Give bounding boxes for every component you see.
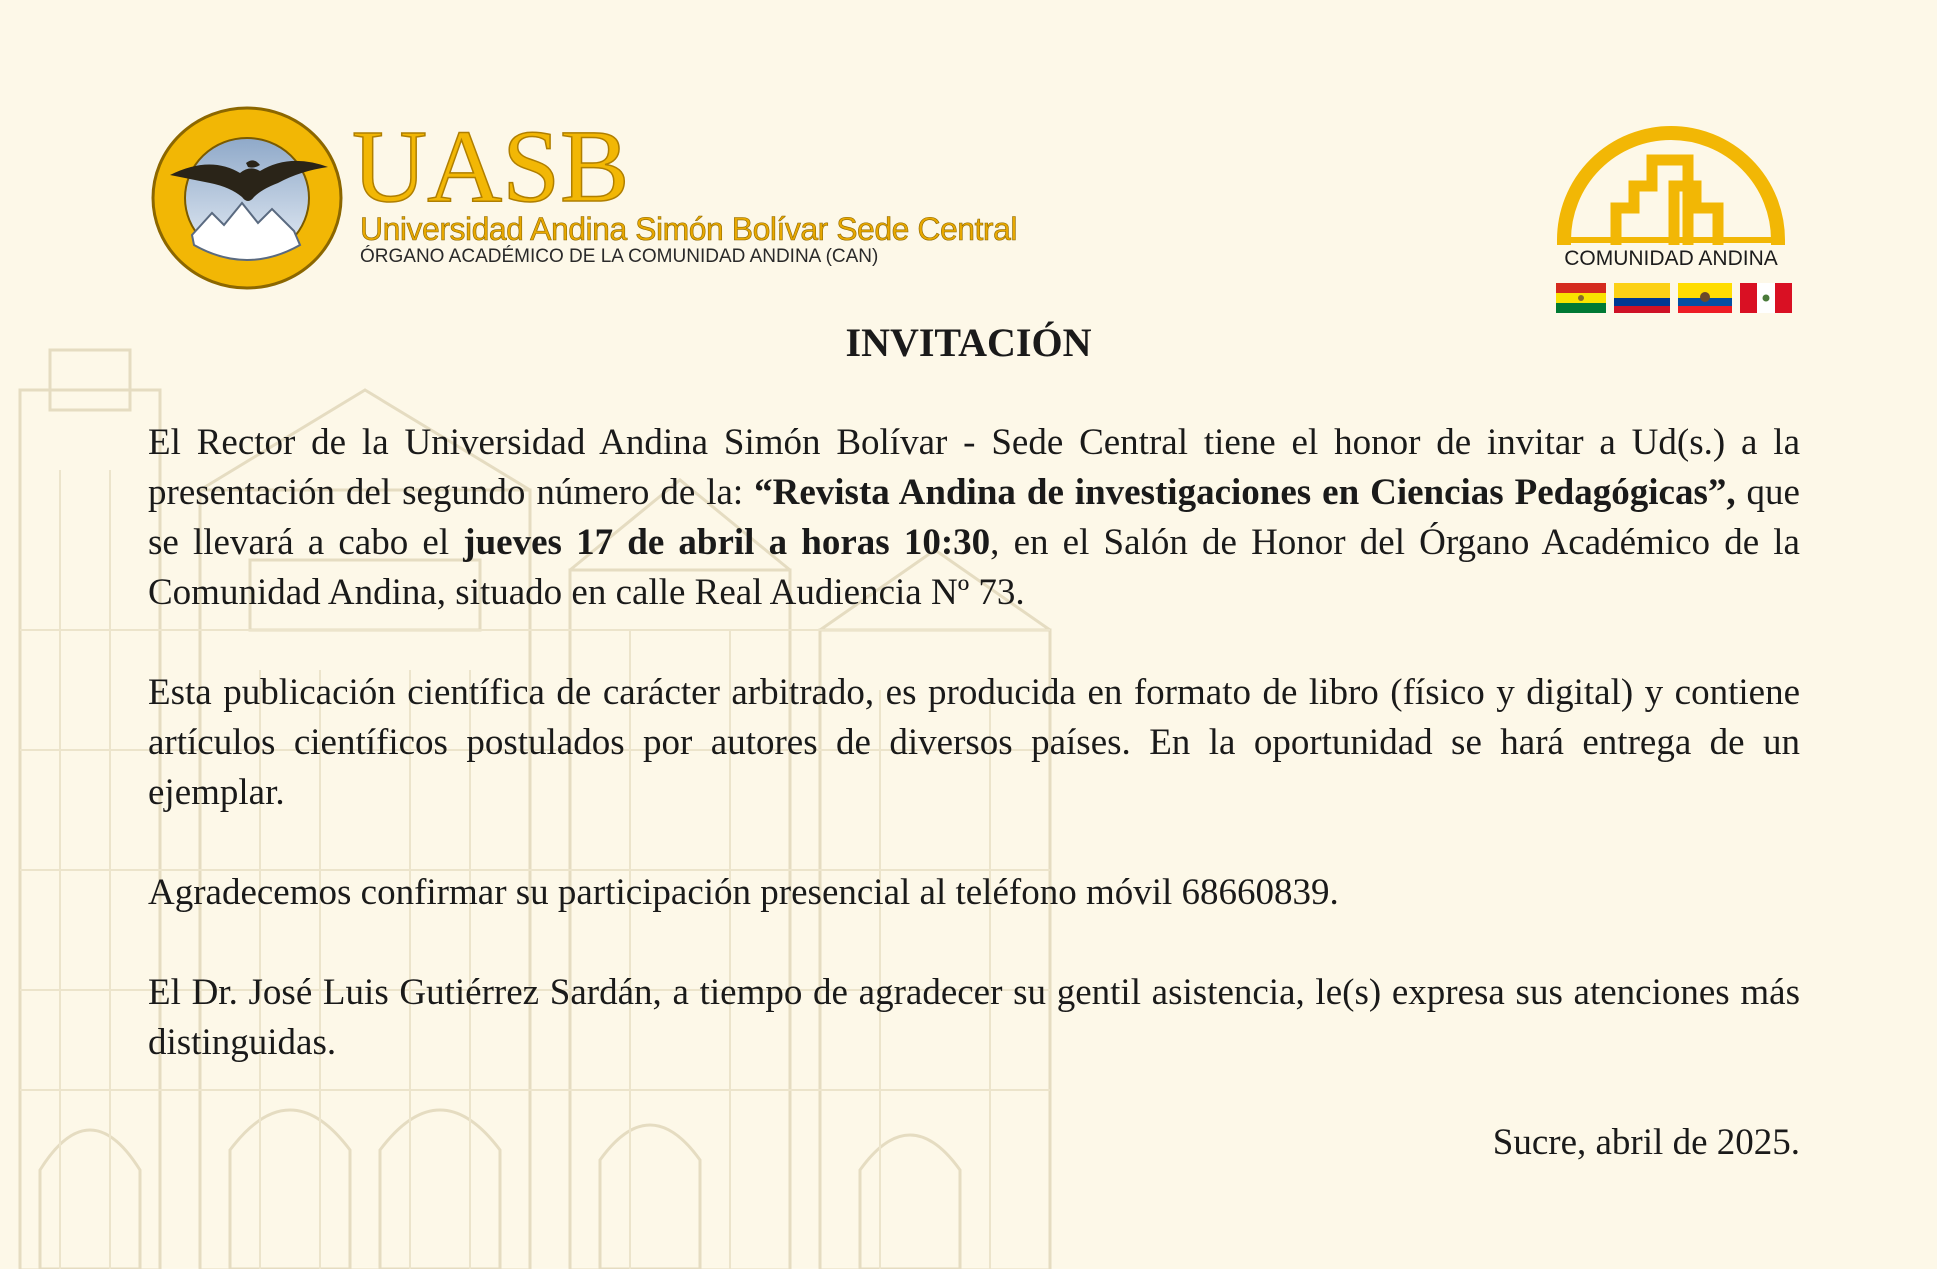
bolivia-flag-icon [1556,283,1606,313]
can-emblem-icon [1556,100,1786,245]
comunidad-andina-logo [1548,100,1794,320]
university-name: Universidad Andina Simón Bolívar Sede Central [360,211,1017,247]
member-flags [1552,280,1792,316]
journal-title: “Revista Andina de investigaciones en Ciencias Pedagógicas”, [754,472,1736,513]
invitation-title: INVITACIÓN [845,320,1092,365]
invitation-body [148,418,1800,1168]
condor-emblem-icon [150,105,344,291]
uasb-logo [150,105,1050,295]
ecuador-flag-icon [1678,283,1732,313]
uasb-acronym: UASB [352,109,630,224]
peru-flag-icon [1740,283,1792,313]
paragraph-regards: El Dr. José Luis Gutiérrez Sardán, a tiempo de agradecer su gentil asistencia, le(s) expresa sus atenciones más distinguidas. [148,972,1800,1063]
paragraph-invitation: El Rector de la Universidad Andina Simón Bolívar - Sede Central tiene el honor de invitar a Ud(s.) a la presentación del segundo número de la: “Revista Andina de investigaciones en Ciencias Pedagógicas”, que se llevará a cabo el jueves 17 de abril a horas 10:30, en el Salón de Honor del Órgano Académico de la Comunidad Andina, situado en calle Real Audiencia Nº 73. [148,422,1800,613]
event-datetime: jueves 17 de abril a horas 10:30 [463,522,991,563]
paragraph-publication: Esta publicación científica de carácter arbitrado, es producida en formato de libro (físico y digital) y contiene artículos científicos postulados por autores de diversos países. En la oportunidad se hará entrega de un ejemplar. [148,672,1800,813]
place-date: Sucre, abril de 2025. [1492,1122,1800,1163]
paragraph-rsvp: Agradecemos confirmar su participación presencial al teléfono móvil 68660839. [148,872,1339,913]
colombia-flag-icon [1614,283,1670,313]
university-tagline: ÓRGANO ACADÉMICO DE LA COMUNIDAD ANDINA (CAN) [360,246,879,267]
comunidad-andina-label: COMUNIDAD ANDINA [1564,247,1778,270]
